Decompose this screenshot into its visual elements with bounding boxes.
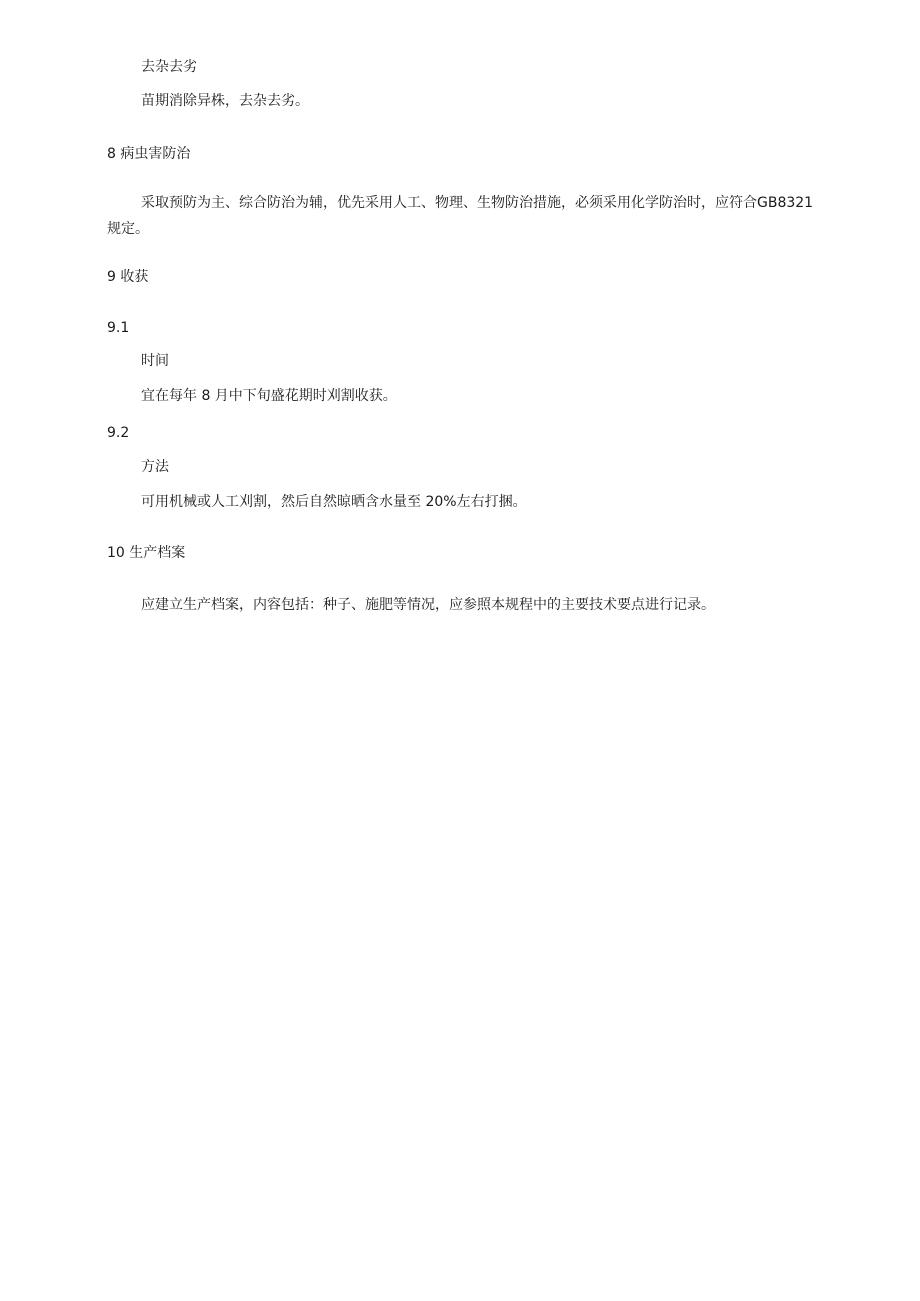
subsection-title-time: 时间 — [141, 353, 169, 369]
paragraph-pest-control: 采取预防为主、综合防治为辅，优先采用人工、物理、生物防治措施，必须采用化学防治时，应符合GB8321 规定。 — [107, 195, 814, 237]
subsection-title-roguing: 去杂去劣 — [141, 59, 197, 75]
subsection-number-9-2: 9.2 — [107, 425, 130, 441]
paragraph-harvest-time: 宜在每年 8 月中下旬盛花期时刈割收获。 — [141, 388, 397, 404]
section-heading-harvest: 9 收获 — [107, 269, 149, 285]
subsection-number-9-1: 9.1 — [107, 320, 130, 336]
section-heading-pest-control: 8 病虫害防治 — [107, 146, 191, 162]
paragraph-harvest-method: 可用机械或人工刈割，然后自然晾晒含水量至 20%左右打捆。 — [141, 494, 527, 510]
section-heading-production-records: 10 生产档案 — [107, 545, 186, 561]
subsection-title-method: 方法 — [141, 459, 169, 475]
paragraph-production-records: 应建立生产档案，内容包括：种子、施肥等情况，应参照本规程中的主要技术要点进行记录。 — [141, 597, 715, 613]
paragraph-roguing: 苗期消除异株，去杂去劣。 — [141, 93, 309, 109]
